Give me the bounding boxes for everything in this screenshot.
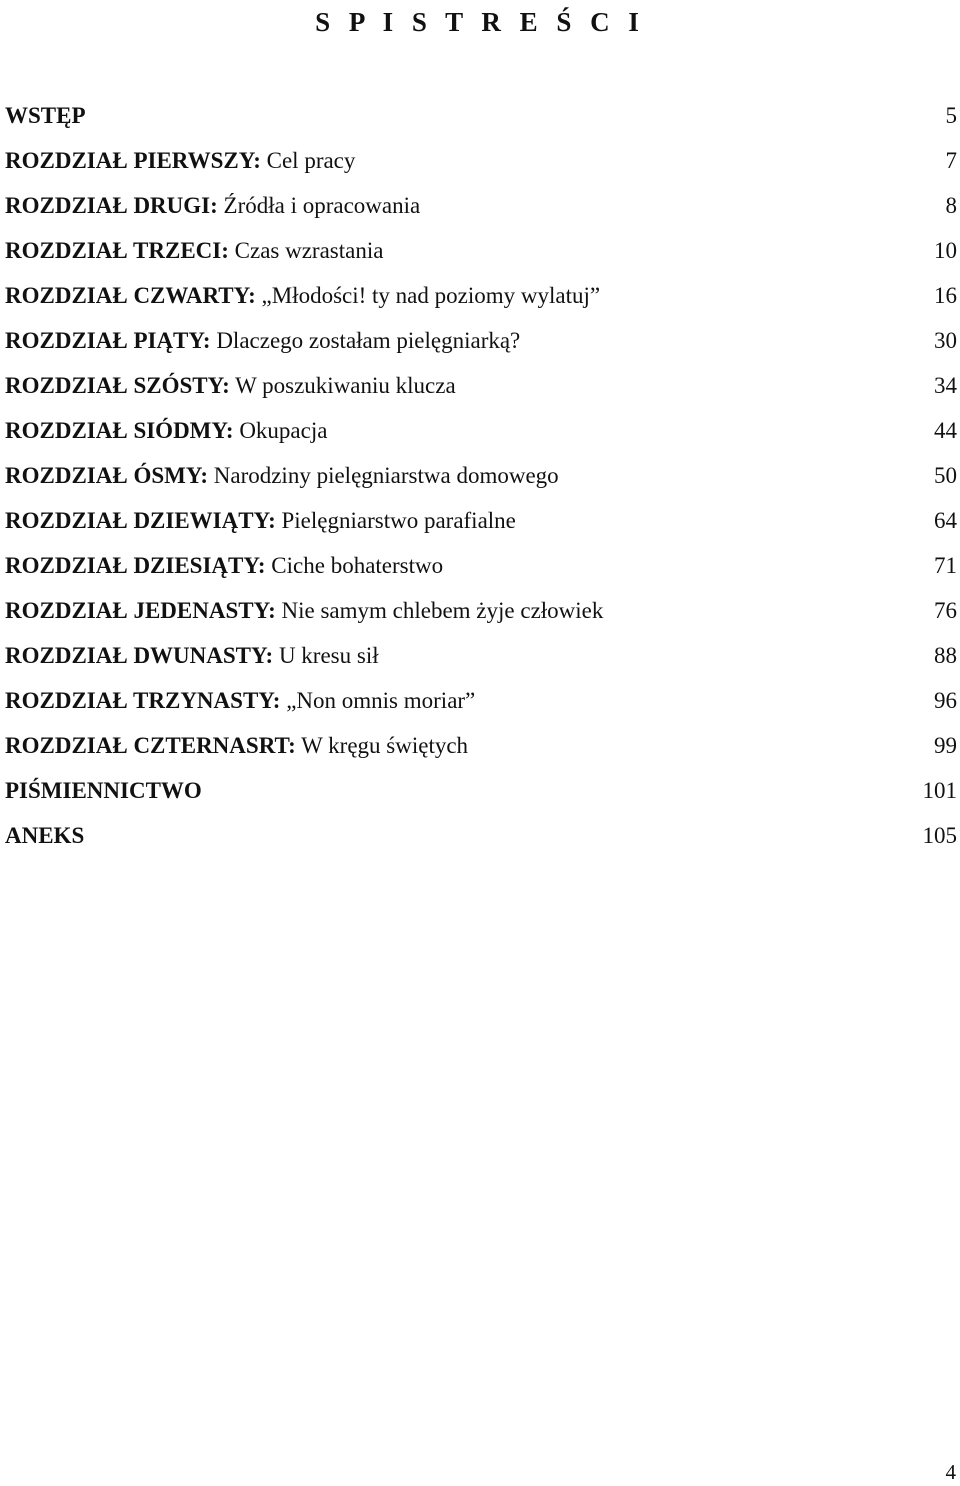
toc-entry-heading: ROZDZIAŁ TRZYNASTY:	[5, 688, 281, 713]
toc-entry-title	[5, 93, 86, 138]
toc-entry-page: 50	[934, 463, 957, 488]
toc-entry-heading: ROZDZIAŁ PIERWSZY:	[5, 148, 261, 173]
toc-entry	[5, 498, 957, 543]
toc-entry-heading: ROZDZIAŁ CZTERNASRT:	[5, 733, 296, 758]
toc-entry-title	[5, 363, 456, 408]
toc-entry-heading: ROZDZIAŁ SIÓDMY:	[5, 418, 234, 443]
toc-entry-heading: ROZDZIAŁ JEDENASTY:	[5, 598, 276, 623]
toc-entry-subtitle: Nie samym chlebem żyje człowiek	[275, 598, 604, 623]
toc-entry-title	[5, 318, 520, 363]
toc-entry-heading: ROZDZIAŁ DRUGI:	[5, 193, 218, 218]
toc-entry-heading: ROZDZIAŁ DWUNASTY:	[5, 643, 274, 668]
toc-entry-subtitle: Źródła i opracowania	[217, 193, 421, 218]
toc-entry-page: 99	[934, 733, 957, 758]
toc-entry-page: 101	[922, 778, 957, 803]
toc-entry-heading: PIŚMIENNICTWO	[5, 778, 202, 803]
toc-entry-heading: ROZDZIAŁ ÓSMY:	[5, 463, 208, 488]
toc-entry-heading: ROZDZIAŁ DZIESIĄTY:	[5, 553, 266, 578]
toc-entry-title	[5, 678, 475, 723]
toc-entry	[5, 723, 957, 768]
toc-entry-subtitle: „Młodości! ty nad poziomy wylatuj”	[255, 283, 601, 308]
toc-entry-title	[5, 453, 559, 498]
toc-entry	[5, 678, 957, 723]
toc-entry-title	[5, 723, 468, 768]
toc-entry	[5, 138, 957, 183]
toc-entry	[5, 363, 957, 408]
toc-entry	[5, 768, 957, 813]
toc-entry	[5, 273, 957, 318]
toc-entry-subtitle: Pielęgniarstwo parafialne	[275, 508, 516, 533]
toc-entry-title	[5, 138, 355, 183]
toc-entry-page: 96	[934, 688, 957, 713]
page-title: S P I S T R E Ś C I	[315, 7, 645, 37]
toc-entry-page: 88	[934, 643, 957, 668]
toc-entry-title	[5, 228, 383, 273]
toc-entry-subtitle: Narodziny pielęgniarstwa domowego	[208, 463, 559, 488]
toc-entry-heading: ROZDZIAŁ CZWARTY:	[5, 283, 256, 308]
toc-entry-heading: ROZDZIAŁ TRZECI:	[5, 238, 229, 263]
toc-entry-page: 5	[945, 103, 957, 128]
toc-entry-page: 105	[922, 823, 957, 848]
toc-entry-page: 71	[934, 553, 957, 578]
toc-entry-page: 44	[934, 418, 957, 443]
toc-entry-page: 76	[934, 598, 957, 623]
toc-entry	[5, 453, 957, 498]
toc-entry	[5, 93, 957, 138]
toc-entry-page: 30	[934, 328, 957, 353]
toc-entry	[5, 543, 957, 588]
toc-entry-subtitle: Ciche bohaterstwo	[265, 553, 444, 578]
toc-entry-heading: ROZDZIAŁ SZÓSTY:	[5, 373, 230, 398]
toc-entry-title	[5, 768, 202, 813]
toc-entry-title	[5, 498, 516, 543]
toc-entry-title	[5, 183, 420, 228]
toc-entry-subtitle: Cel pracy	[260, 148, 356, 173]
toc-entry-heading: ANEKS	[5, 823, 85, 848]
toc-entry	[5, 813, 957, 858]
toc-entry-page: 8	[945, 193, 957, 218]
toc-entry-page: 16	[934, 283, 957, 308]
toc-entry-subtitle: Dlaczego zostałam pielęgniarką?	[210, 328, 521, 353]
toc-entry-page: 64	[934, 508, 957, 533]
toc-entry-heading: ROZDZIAŁ PIĄTY:	[5, 328, 211, 353]
toc-entry	[5, 633, 957, 678]
toc-entry	[5, 588, 957, 633]
toc-entry-title	[5, 543, 443, 588]
toc-entry-title	[5, 633, 379, 678]
toc-entry-heading: ROZDZIAŁ DZIEWIĄTY:	[5, 508, 276, 533]
toc-entry-title	[5, 273, 600, 318]
table-of-contents	[5, 93, 957, 858]
toc-entry-subtitle: W poszukiwaniu klucza	[229, 373, 456, 398]
toc-entry-subtitle: W kręgu świętych	[295, 733, 469, 758]
toc-entry-heading: WSTĘP	[5, 103, 86, 128]
toc-entry	[5, 318, 957, 363]
toc-entry-title	[5, 408, 327, 453]
toc-entry-page: 10	[934, 238, 957, 263]
toc-entry-subtitle: U kresu sił	[273, 643, 379, 668]
toc-entry	[5, 228, 957, 273]
toc-entry-title	[5, 588, 603, 633]
toc-entry-subtitle: Czas wzrastania	[228, 238, 384, 263]
toc-entry-title	[5, 813, 84, 858]
toc-entry-subtitle: „Non omnis moriar”	[280, 688, 476, 713]
toc-entry-page: 7	[945, 148, 957, 173]
toc-entry-subtitle: Okupacja	[233, 418, 328, 443]
page-number: 4	[945, 1460, 956, 1484]
toc-entry-page: 34	[934, 373, 957, 398]
toc-entry	[5, 183, 957, 228]
toc-entry	[5, 408, 957, 453]
